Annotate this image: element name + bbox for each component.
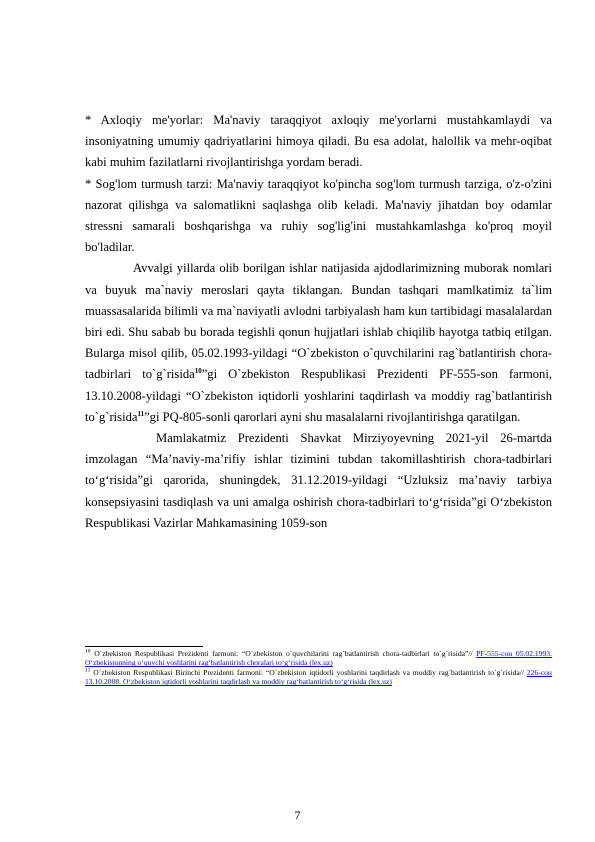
paragraph-moral-norms: * Axloqiy me'yorlar: Ma'naviy taraqqiyot axloqiy me'yorlarni mustahkamlaydi va insoniyatning umumiy qadriyatlarini himoya qiladi. Bu esa adolat, halollik va mehr-oqibat kabi muhim fazilatlarni rivojlantirishga yordam beradi. <box>85 113 552 170</box>
paragraph-text: ”gi PQ-805-sonli qarorlari ayni shu masalalarni rivojlantirishga qaratilgan. <box>144 409 521 424</box>
footnote-divider <box>85 646 203 647</box>
paragraph-text: Avvalgi yillarda olib borilgan ishlar natijasida ajdodlarimizning muborak nomlari va buyuk ma`naviy meroslari qayta tiklangan. Bundan tashqari mamlkatimiz ta`lim muassasalarida bilimli va ma`naviyatli avlodni tarbiyalash ham kun tartibidagi masalalardan biri edi. Shu sabab bu borada tegishli qonun hujjatlari ishlab chiqilib hayotga tatbiq etilgan. Bularga misol qilib, 05.02.1993-yildagi “O`zbekiston o`quvchilarini rag`batlantirish chora-tadbirlari to`g`risida <box>85 261 552 382</box>
footnote-number: 11 <box>85 667 91 674</box>
footnote-ref-11[interactable]: 11 <box>137 409 145 418</box>
paragraph-healthy-lifestyle: * Sog'lom turmush tarzi: Ma'naviy taraqqiyot ko'pincha sog'lom turmush tarziga, o'z-o'zini nazorat qilishga va salomatlikni saqlashga olib keladi. Ma'naviy jihatdan boy odamlar stressni samarali boshqarishga va ruhiy sog'lig'ini mustahkamlashga ko'proq moyil bo'ladilar. <box>85 176 552 255</box>
footnote-link[interactable]: PF-555-сон 05.02.1993. O‘zbekistonning o‘quvchi yoshlarini rag‘batlantirish choralari to‘g‘risida (lex.uz) <box>85 649 552 668</box>
footnote-ref-10[interactable]: 10 <box>194 367 202 376</box>
paragraph-previous-years <box>85 258 552 428</box>
footnote-text: O`zbekiston Respublikasi Birinchi Prezidenti farmoni: “O`zbekiston iqtidorli yoshlarini taqdirlash va moddiy rag`batlantirish to`g`risida// <box>90 667 527 677</box>
page-body <box>85 110 552 534</box>
footnote-11 <box>85 668 552 687</box>
page-number: 7 <box>294 808 301 822</box>
footnote-link[interactable]: 226-сон 13.10.2008. O‘zbekiston iqtidorli yoshlarini taqdirlash va moddiy rag‘batlantirish to‘g‘risida (lex.uz) <box>85 667 552 687</box>
footnote-10 <box>85 649 552 668</box>
footnote-text: O`zbekiston Respublikasi Prezidenti farmoni: “O`zbekiston o`quvchilarini rag`batlantirish chora-tadbirlari to`g`risida”// <box>90 649 477 658</box>
paragraph-text: ”gi O`zbekiston Respublikasi Prezidenti PF-555-son farmoni, 13.10.2008-yildagi “O`zbekiston iqtidorli yoshlarini taqdirlash va moddiy rag`batlantirish to`g`risida <box>85 367 552 424</box>
paragraph-president-decree: Mamlakatmiz Prezidenti Shavkat Mirziyoyevning 2021-yil 26-martda imzolagan “Ma’naviy-ma’rifiy ishlar tizimini tubdan takomillashtirish chora-tadbirlari to‘g‘risida”gi qarorida, shuningdek, 31.12.2019-yildagi “Uzluksiz ma’naviy tarbiya konsepsiyasini tasdiqlash va uni amalga oshirish chora-tadbirlari to‘g‘risida”gi O‘zbekiston Respublikasi Vazirlar Mahkamasining 1059-son <box>85 431 552 530</box>
footnotes <box>85 646 552 687</box>
footnote-number: 10 <box>85 648 91 655</box>
